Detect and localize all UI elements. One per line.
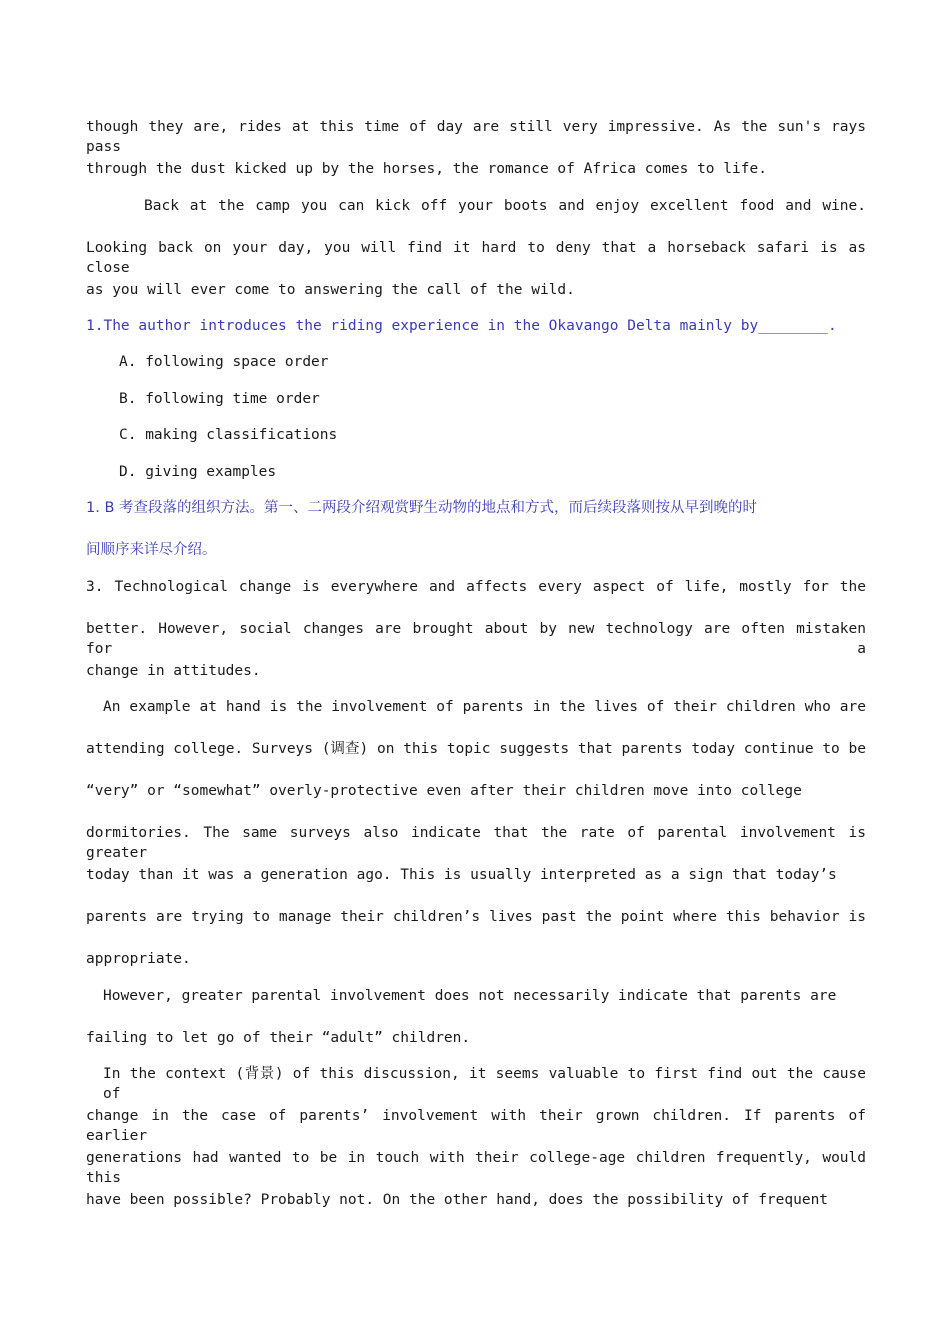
passage-line: have been possible? Probably not. On the other hand, does the possibility of frequent	[86, 1192, 829, 1208]
passage-line: through the dust kicked up by the horses, the romance of Africa comes to life.	[86, 161, 767, 177]
option-c: C. making classifications	[119, 427, 338, 443]
passage-line: In the context (背景) of this discussion, it seems valuable to first find out the cause of	[103, 1066, 866, 1102]
option-d: D. giving examples	[119, 464, 277, 480]
passage-line: as you will ever come to answering the call of the wild.	[86, 282, 575, 298]
passage-line: Back at the camp you can kick off your boots and enjoy excellent food and wine.	[144, 198, 866, 214]
passage-line: today than it was a generation ago. This is usually interpreted as a sign that today’s	[86, 867, 837, 883]
passage-line: Looking back on your day, you will find it hard to deny that a horseback safari is as close	[86, 240, 866, 276]
answer-explanation: 1. B 考查段落的组织方法。第一、二两段介绍观赏野生动物的地点和方式，而后续段落则按从早到晚的时	[86, 500, 757, 516]
question-stem: 1.The author introduces the riding experience in the Okavango Delta mainly by________.	[86, 318, 837, 334]
passage-line: generations had wanted to be in touch with their college-age children frequently, would this	[86, 1150, 866, 1186]
passage-line: appropriate.	[86, 951, 191, 967]
passage-line: attending college. Surveys (调查) on this topic suggests that parents today continue to be	[86, 741, 866, 757]
passage-line: However, greater parental involvement does not necessarily indicate that parents are	[103, 988, 837, 1004]
passage-line: change in the case of parents’ involvement with their grown children. If parents of earlier	[86, 1108, 866, 1144]
passage-line: though they are, rides at this time of day are still very impressive. As the sun's rays pass	[86, 119, 866, 155]
answer-explanation: 间顺序来详尽介绍。	[86, 542, 217, 558]
option-a: A. following space order	[119, 354, 329, 370]
passage-line: change in attitudes.	[86, 663, 261, 679]
passage-line: dormitories. The same surveys also indicate that the rate of parental involvement is greater	[86, 825, 866, 861]
passage-line: failing to let go of their “adult” children.	[86, 1030, 471, 1046]
passage-line: parents are trying to manage their children’s lives past the point where this behavior is	[86, 909, 866, 925]
option-b: B. following time order	[119, 391, 320, 407]
passage-line: An example at hand is the involvement of parents in the lives of their children who are	[103, 699, 866, 715]
passage-line: “very” or “somewhat” overly-protective even after their children move into college	[86, 783, 802, 799]
passage-line: better. However, social changes are brought about by new technology are often mistaken for a	[86, 621, 866, 657]
passage-line: 3. Technological change is everywhere and affects every aspect of life, mostly for the	[86, 579, 866, 595]
